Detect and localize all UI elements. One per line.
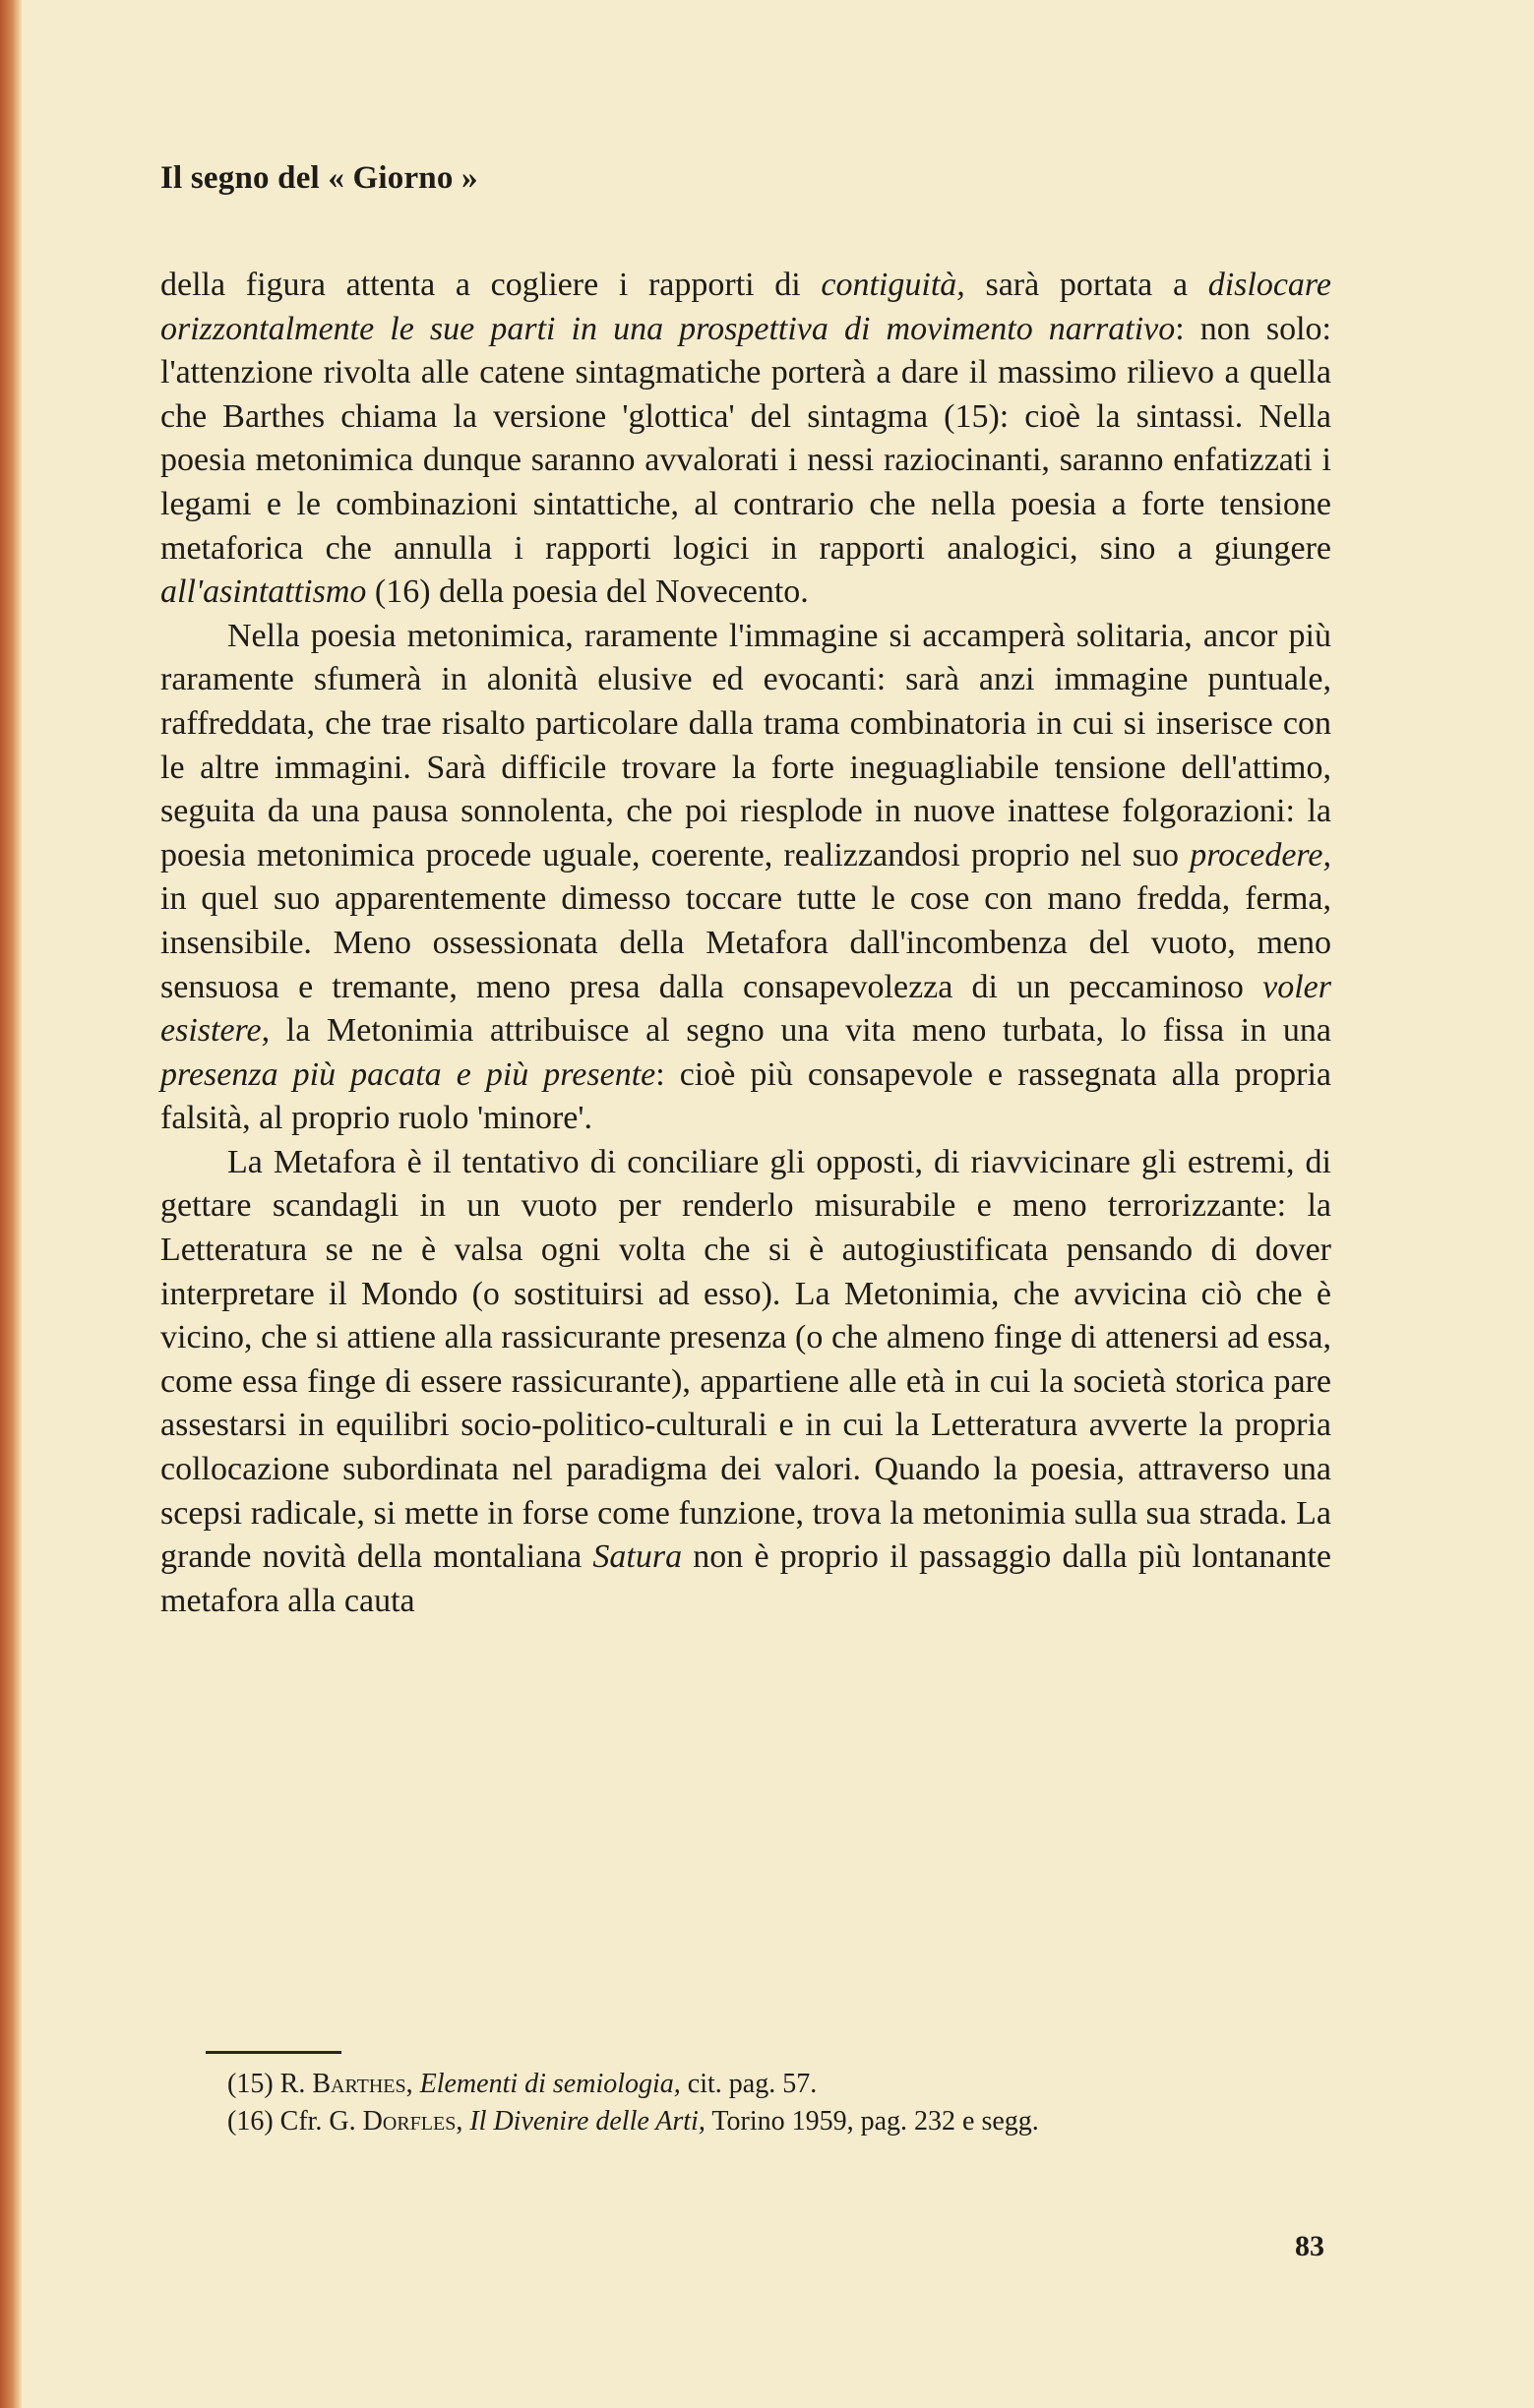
paragraph-1-italic: dislocare orizzontalmente le sue parti in una prospettiva di movimento narrativo — [160, 267, 1331, 347]
running-title: Il segno del « Giorno » — [160, 160, 478, 196]
paragraph-1-italic: all'asintattismo — [160, 573, 367, 611]
paragraph-2-text: la Metonimia attribuisce al segno una vita meno turbata, lo fissa in una — [270, 1012, 1331, 1050]
paragraph-1 — [160, 264, 1331, 615]
footnote-16 — [160, 2103, 1331, 2140]
footnotes — [160, 2066, 1331, 2140]
paragraph-3-text: La Metafora è il tentativo di conciliare gli opposti, di riavvicinare gli estremi, di gettare scandagli in un vuoto per renderlo misurabile e meno terrorizzante: la Letteratura se ne è valsa ogni volta che si è autogiustificata pensando di dover interpretare il Mondo (o sostituirsi ad esso). La Metonimia, che avvicina ciò che è vicino, che si attiene alla rassicurante presenza (o che almeno finge di attenersi ad essa, come essa finge di essere rassicurante), appartiene alle età in cui la società storica pare assestarsi in equilibri socio-politico-culturali e in cui la Letteratura avverte la propria collocazione subordinata nel paradigma dei valori. Quando la poesia, attraverso una scepsi radicale, si mette in forse come funzione, trova la metonimia sulla sua strada. La grande novità della montaliana — [160, 1143, 1331, 1576]
paragraph-2 — [160, 615, 1331, 1141]
paragraph-2-text: Nella poesia metonimica, raramente l'immagine si accamperà solitaria, ancor più raramente sfumerà in alonità elusive ed evocanti: sarà anzi immagine puntuale, raffreddata, che trae risalto particolare dalla trama combinatoria in cui si inserisce con le altre immagini. Sarà difficile trovare la forte ineguagliabile tensione dell'attimo, seguita da una pausa sonnolenta, che poi riesplode in nuove inattese folgorazioni: la poesia metonimica procede uguale, coerente, realizzandosi proprio nel suo — [160, 617, 1331, 873]
footnote-author: Barthes, — [312, 2069, 413, 2099]
paragraph-3-italic: Satura — [592, 1538, 683, 1576]
paragraph-2-text: : cioè più consapevole e rassegnata alla propria falsità, al proprio ruolo 'minore'. — [160, 1055, 1331, 1137]
paragraph-1-text: (16) della poesia del Novecento. — [366, 573, 809, 611]
footnote-author-initial: R. — [279, 2069, 306, 2099]
paragraph-1-text: della figura attenta a cogliere i rapporti di — [160, 267, 822, 303]
footnote-number: (15) — [227, 2069, 274, 2099]
paragraph-2-italic: voler esistere, — [160, 968, 1331, 1050]
paragraph-2-italic: presenza più pacata e più presente — [160, 1055, 656, 1093]
paragraph-3 — [160, 1141, 1331, 1624]
paragraph-1-text: sarà portata a — [964, 267, 1208, 303]
footnote-separator — [206, 2051, 341, 2054]
footnote-number: (16) — [227, 2106, 274, 2137]
footnote-title: Il Divenire delle Arti, — [469, 2106, 706, 2137]
paragraph-2-italic: procedere, — [1190, 836, 1331, 873]
footnote-15 — [160, 2066, 1331, 2103]
footnote-author-initial: Cfr. G. — [279, 2106, 356, 2137]
paragraph-1-text: : non solo: l'attenzione rivolta alle catene sintagmatiche porterà a dare il massimo rilievo a quella che Barthes chiama la versione 'glottica' del sintagma (15): cioè la sintassi. Nella poesia metonimica dunque saranno avvalorati i nessi raziocinanti, saranno enfatizzati i legami e le combinazioni sintattiche, al contrario che nella poesia a forte tensione metaforica che annulla i rapporti logici in rapporti analogici, sino a giungere — [160, 310, 1331, 567]
footnote-author: Dorfles, — [362, 2106, 463, 2137]
page-number: 83 — [1295, 2230, 1324, 2262]
footnote-reference: Torino 1959, pag. 232 e segg. — [711, 2106, 1039, 2137]
footnote-title: Elementi di semiologia, — [419, 2069, 681, 2099]
paragraph-3-text: non è proprio il passaggio dalla più lontanante metafora alla cauta — [160, 1538, 1331, 1619]
body-text — [160, 264, 1331, 1623]
footnote-reference: cit. pag. 57. — [687, 2069, 818, 2099]
paragraph-1-italic: contiguità, — [821, 267, 965, 303]
paragraph-2-text: in quel suo apparentemente dimesso toccare tutte le cose con mano fredda, ferma, insensibile. Meno ossessionata della Metafora dall'incombenza del vuoto, meno sensuosa e tremante, meno presa dalla consapevolezza di un peccaminoso — [160, 880, 1331, 1005]
